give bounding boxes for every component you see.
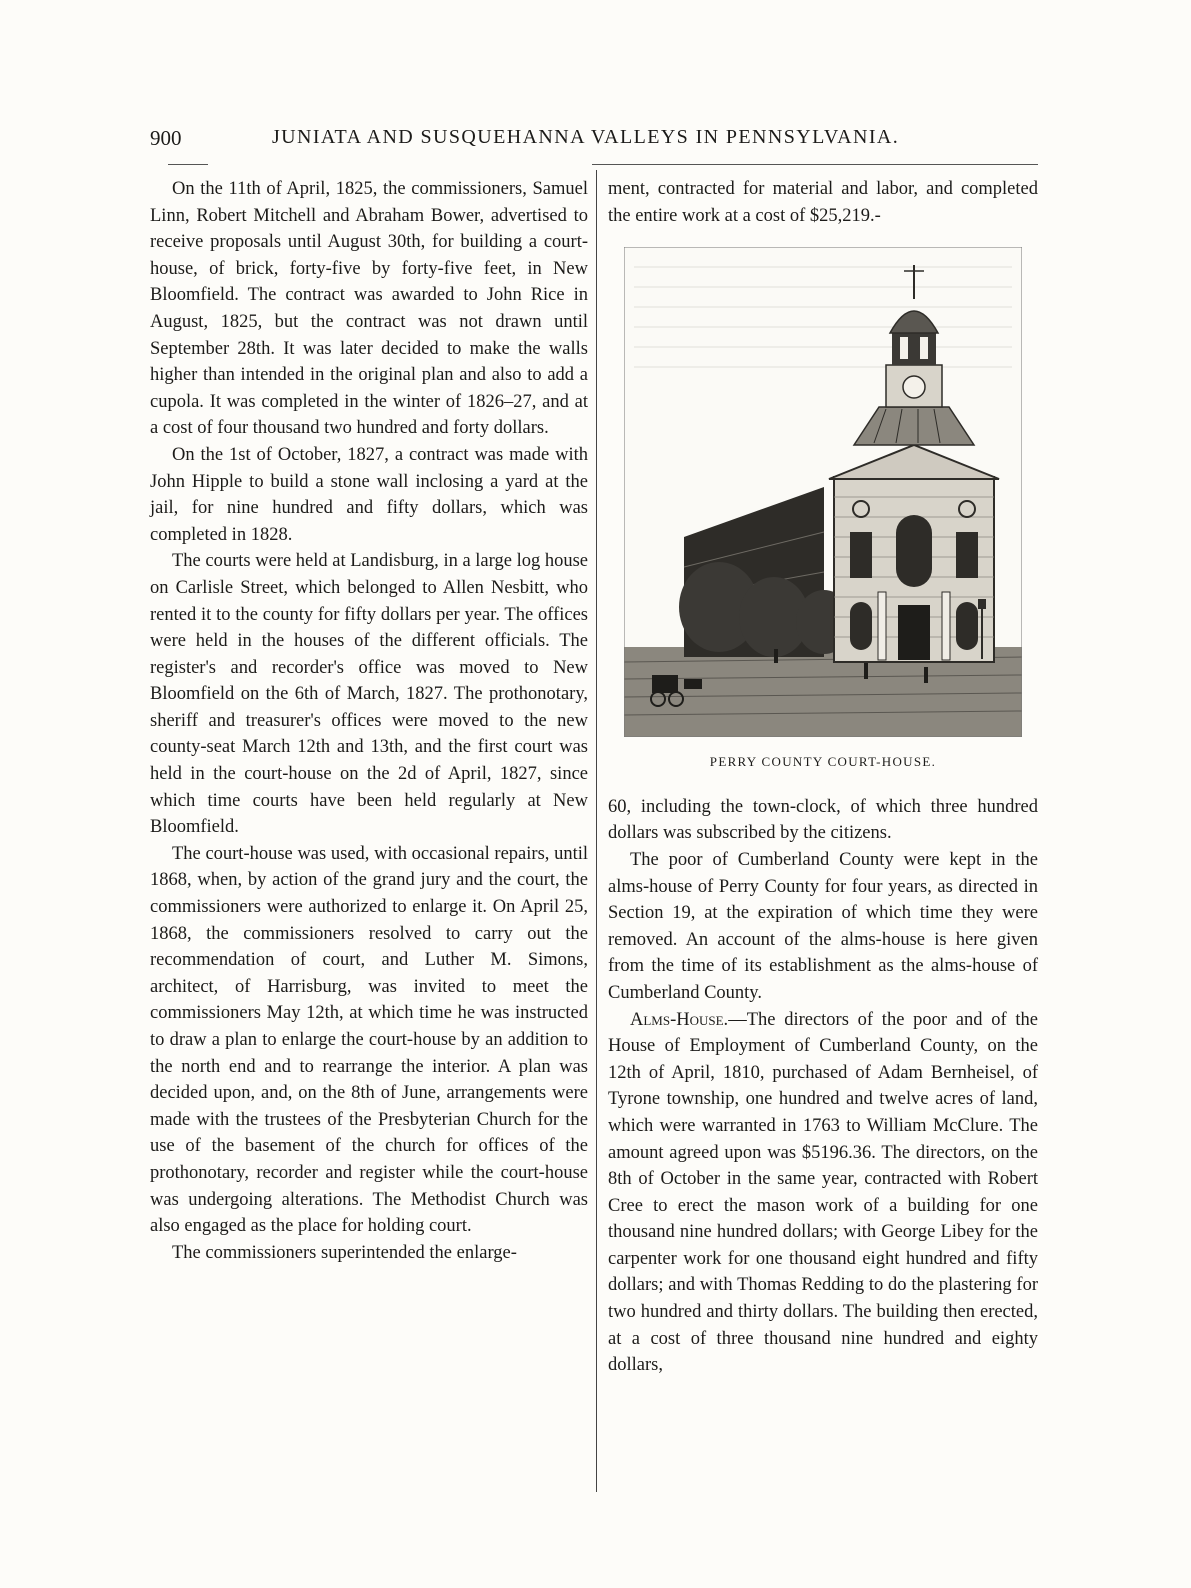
alms-house-text: —The directors of the poor and of the House of Employment of Cumberland County, on the 12th of April, 1810, purchased of Adam Bernheisel, of Tyrone township, one hundred and twelve acres of land, which were warranted in 1763 to William McClure. The amount agreed upon was $5196.36. The directors, on the 8th of October in the same year, contracted with Robert Cree to erect the mason work of a building for one thousand nine hundred dollars; with George Libey for the carpenter work for one thousand eight hundred and fifty dollars; and with Thomas Redding to do the plastering for two hundred and thirty dollars. The building then erected, at a cost of three thousand nine hundred and eighty dollars,: [608, 1009, 1038, 1376]
header-rule-left: [168, 164, 208, 165]
courthouse-figure: [608, 247, 1038, 788]
courthouse-engraving: [624, 247, 1022, 737]
paragraph-continuation: ment, contracted for material and labor, and completed the entire work at a cost of $25,219.-: [608, 179, 1038, 226]
paragraph-cumberland-poor: The poor of Cumberland County were kept in the alms-house of Perry County for four years, as directed in Section 19, at the expiration of which time they were removed. An account of the alms-house is here given from the time of its establishment as the alms-house of Cumberland County.: [608, 849, 1038, 1003]
paragraph-commissioners: The commissioners superintended the enlarge-: [172, 1242, 517, 1263]
alms-house-heading: Alms-House.: [630, 1009, 729, 1030]
left-column: [150, 176, 588, 1266]
paragraph-stone-wall: On the 1st of October, 1827, a contract was made with John Hipple to build a stone wall inclosing a yard at the jail, for nine hundred and fifty dollars, which was completed in 1828.: [150, 444, 588, 545]
running-title: JUNIATA AND SUSQUEHANNA VALLEYS IN PENNSYLVANIA.: [272, 126, 900, 148]
header-rule-right: [592, 164, 1038, 165]
page-number: 900: [150, 126, 182, 150]
figure-caption: PERRY COUNTY COURT-HOUSE.: [709, 754, 937, 770]
paragraph-alms-house: [608, 1007, 1038, 1379]
column-divider: [596, 170, 597, 1492]
paragraph-town-clock: 60, including the town-clock, of which three hundred dollars was subscribed by the citizens.: [608, 796, 1038, 844]
paragraph-courthouse-contract: On the 11th of April, 1825, the commissioners, Samuel Linn, Robert Mitchell and Abraham Bower, advertised to receive proposals until August 30th, for building a court-house, of brick, forty-five by forty-five feet, in New Bloomfield. The contract was awarded to John Rice in August, 1825, but the contract was not drawn until September 28th. It was later decided to make the walls higher than intended in the original plan and also to add a cupola. It was completed in the winter of 1826–27, and at a cost of four thousand two hundred and forty dollars.: [150, 179, 588, 439]
paragraph-landisburg-courts: The courts were held at Landisburg, in a large log house on Carlisle Street, which belonged to Allen Nesbitt, who rented it to the county for fifty dollars per year. The offices were held in the houses of the different officials. The register's and recorder's office was moved to New Bloomfield on the 6th of March, 1827. The prothonotary, sheriff and treasurer's offices were moved to the new county-seat March 12th and 13th, and the first court was held in the court-house on the 2d of April, 1827, since which time courts have been held regularly at New Bloomfield.: [150, 551, 588, 838]
paragraph-enlargement: The court-house was used, with occasional repairs, until 1868, when, by action of the grand jury and the court, the commissioners were authorized to enlarge it. On April 25, 1868, the commissioners resolved to carry out the recommendation of court, and Luther M. Simons, architect, of Harrisburg, was invited to meet the commissioners May 12th, at which time he was instructed to draw a plan to enlarge the court-house by an addition to the north end and to rearrange the interior. A plan was decided upon, and, on the 8th of June, arrangements were made with the trustees of the Presbyterian Church for the use of the basement of the church for offices of the prothonotary, recorder and register while the court-house was undergoing alterations. The Methodist Church was also engaged as the place for holding court.: [150, 843, 588, 1237]
right-column: [608, 176, 1038, 1379]
